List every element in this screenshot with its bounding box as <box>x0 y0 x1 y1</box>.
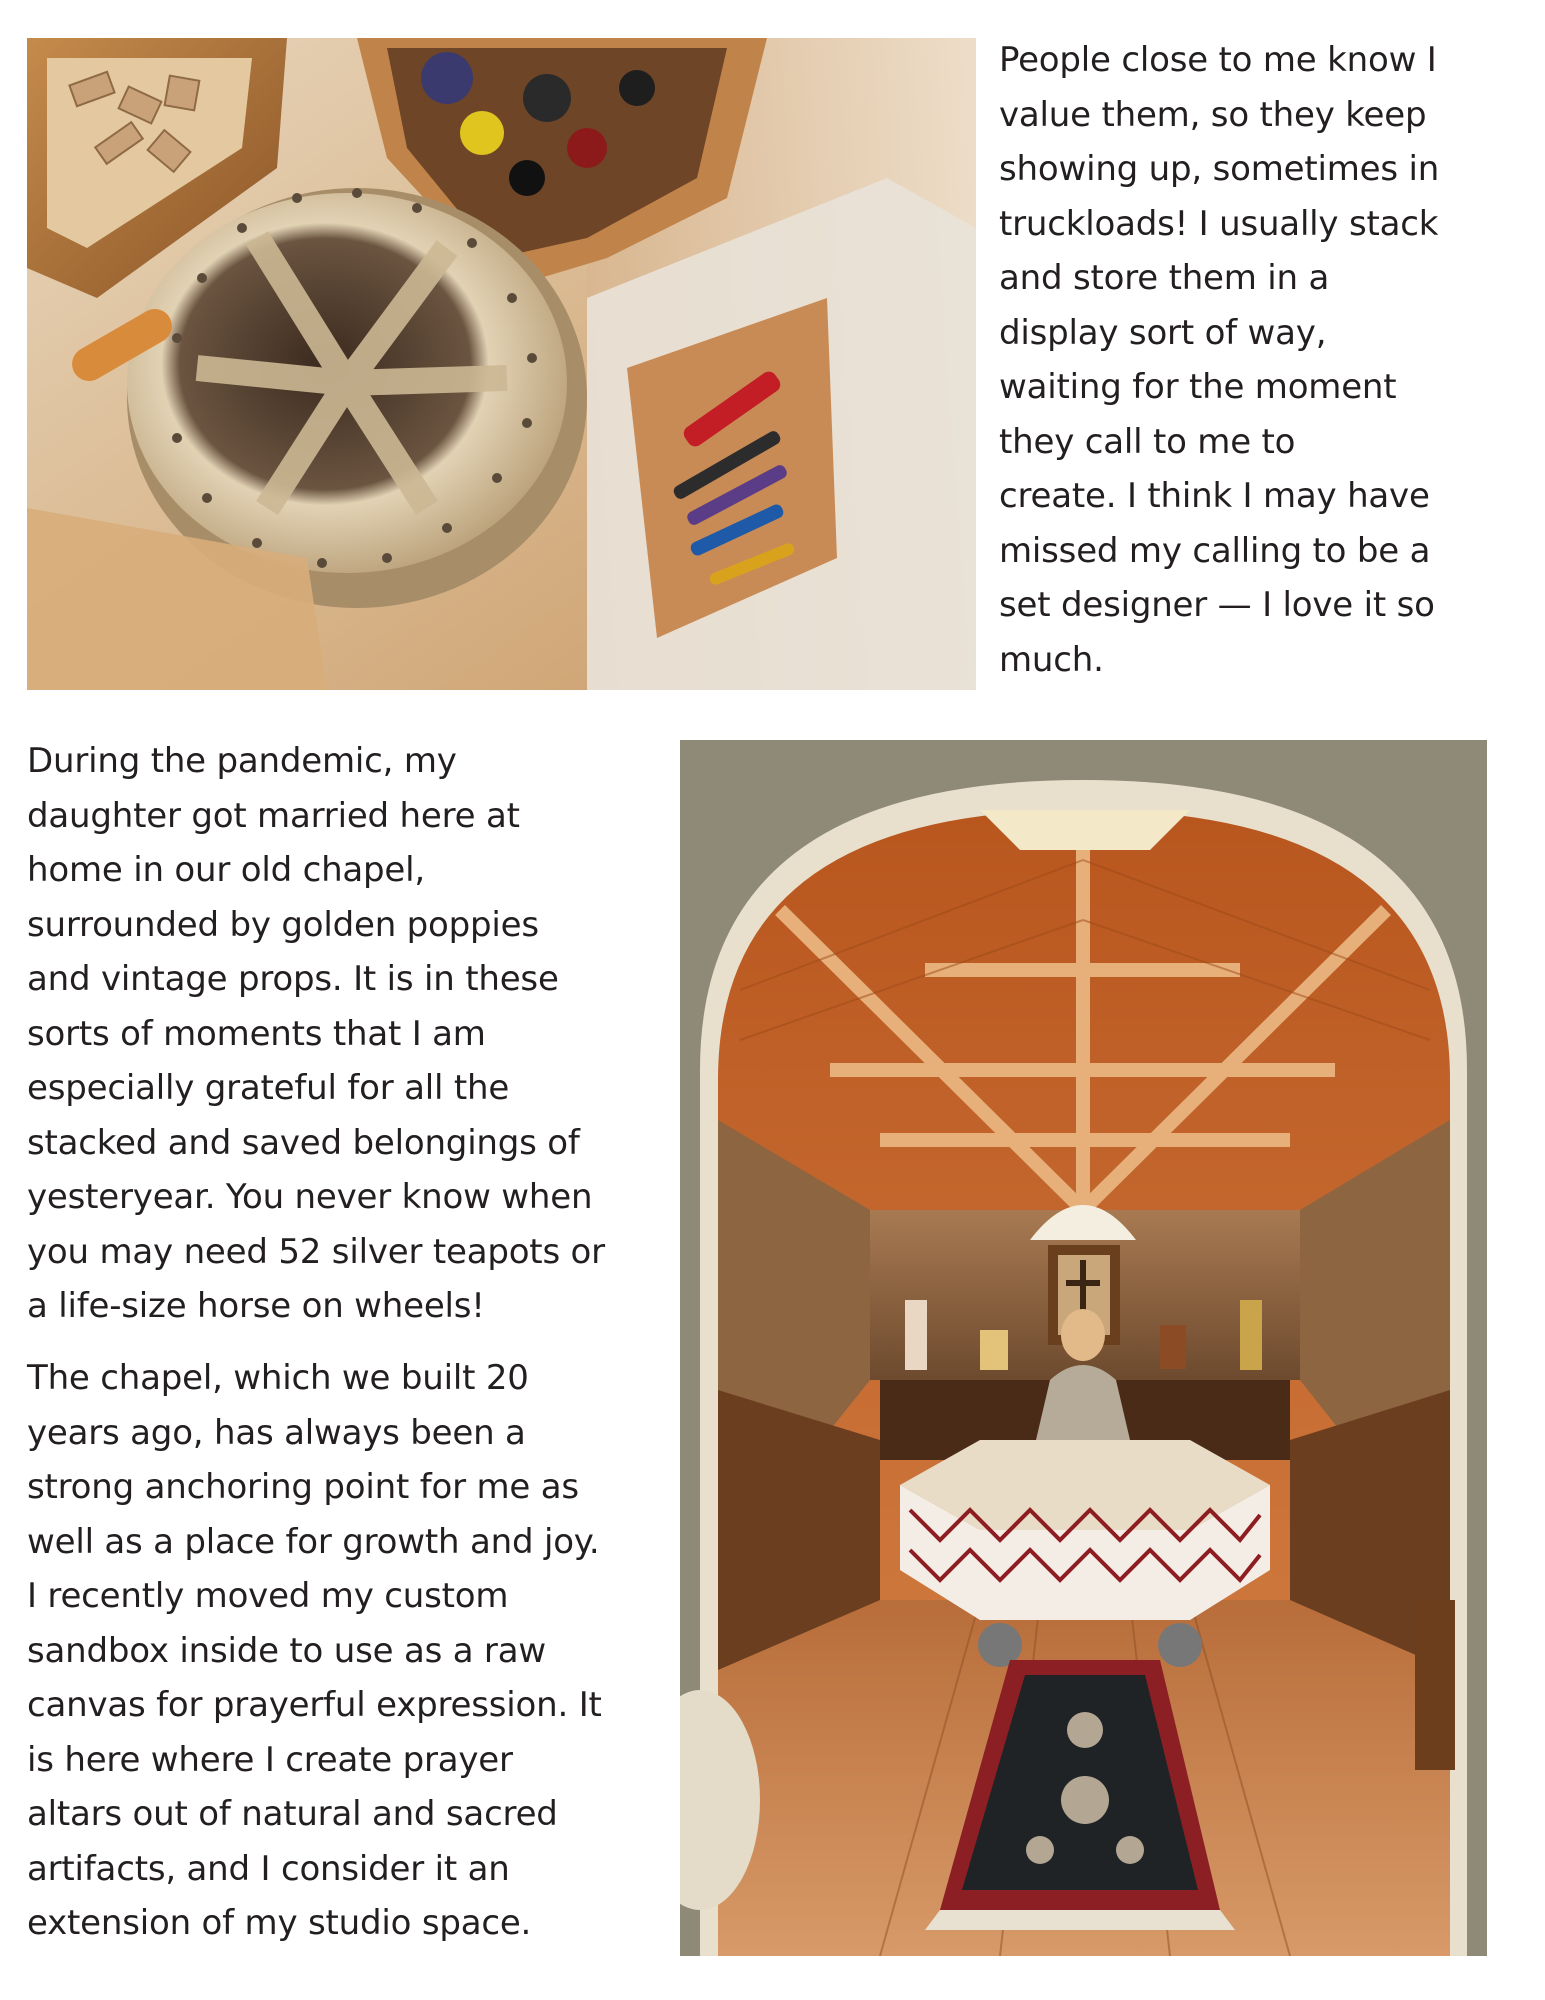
text-line: stacked and saved belongings of <box>27 1122 580 1163</box>
text-line: display sort of way, <box>999 312 1327 353</box>
text-line: yesteryear. You never know when <box>27 1177 593 1217</box>
text-line: create. I think I may have <box>999 476 1430 516</box>
text-line: and vintage props. It is in these <box>27 959 559 999</box>
text-line: a life-size horse on wheels! <box>27 1286 485 1326</box>
chapel-interior-photo <box>680 740 1487 1956</box>
bottom-paragraph <box>27 1351 602 1951</box>
top-paragraph <box>999 33 1439 687</box>
text-line: missed my calling to be a <box>999 530 1431 571</box>
text-line: daughter got married here at <box>27 795 520 836</box>
text-line: I recently moved my custom <box>27 1576 509 1616</box>
text-line: well as a place for growth and joy. <box>27 1521 600 1562</box>
text-line: sandbox inside to use as a raw <box>27 1630 546 1671</box>
text-line: canvas for prayerful expression. It <box>27 1685 602 1725</box>
text-line: The chapel, which we built 20 <box>27 1358 529 1398</box>
text-line: you may need 52 silver teapots or <box>27 1231 605 1272</box>
text-line: artifacts, and I consider it an <box>27 1848 510 1889</box>
text-line: much. <box>999 639 1104 680</box>
text-line: years ago, has always been a <box>27 1412 526 1453</box>
art-supplies-photo <box>27 38 976 690</box>
text-line: home in our old chapel, <box>27 850 426 890</box>
text-line: waiting for the moment <box>999 367 1397 407</box>
text-line: strong anchoring point for me as <box>27 1467 579 1507</box>
text-line: showing up, sometimes in <box>999 149 1440 189</box>
text-line: and store them in a <box>999 258 1330 298</box>
text-line: sorts of moments that I am <box>27 1013 486 1054</box>
text-line: surrounded by golden poppies <box>27 904 539 945</box>
text-line: value them, so they keep <box>999 94 1427 135</box>
text-line: People close to me know I <box>999 40 1437 80</box>
text-line: is here where I create prayer <box>27 1739 513 1780</box>
text-line: especially grateful for all the <box>27 1068 510 1108</box>
text-line: altars out of natural and sacred <box>27 1794 558 1834</box>
text-line: truckloads! I usually stack <box>999 203 1439 244</box>
middle-paragraph <box>27 734 605 1334</box>
text-line: set designer — I love it so <box>999 585 1435 625</box>
text-line: they call to me to <box>999 421 1296 462</box>
text-line: During the pandemic, my <box>27 741 457 781</box>
text-line: extension of my studio space. <box>27 1903 532 1943</box>
